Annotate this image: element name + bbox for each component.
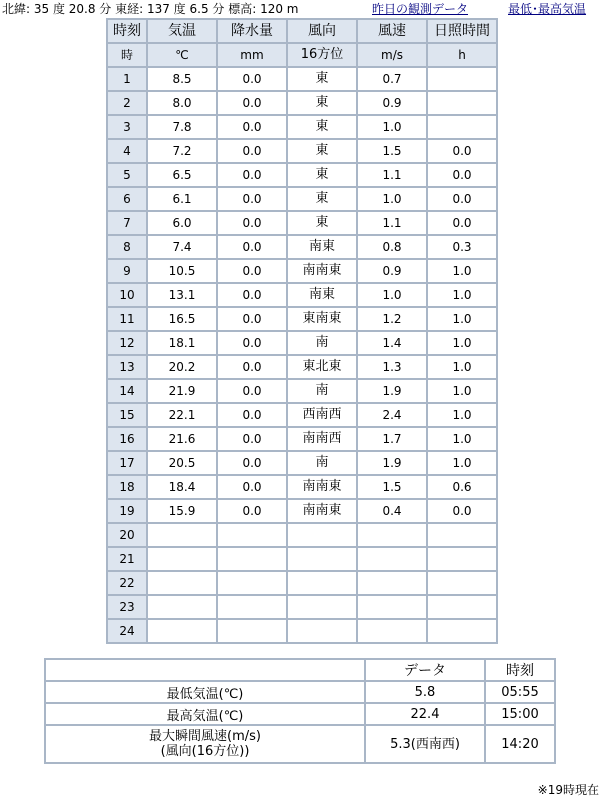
temperature-cell xyxy=(148,548,216,570)
wind-direction-cell: 南東 xyxy=(288,284,356,306)
hour-cell: 8 xyxy=(108,236,146,258)
sunshine-cell xyxy=(428,68,496,90)
wind-speed-cell: 1.5 xyxy=(358,140,426,162)
table-row xyxy=(108,212,496,234)
sunshine-cell: 1.0 xyxy=(428,356,496,378)
wind-speed-cell: 1.3 xyxy=(358,356,426,378)
hour-cell: 16 xyxy=(108,428,146,450)
sunshine-cell: 0.3 xyxy=(428,236,496,258)
wind-speed-cell xyxy=(358,524,426,546)
sunshine-cell: 1.0 xyxy=(428,260,496,282)
table-row xyxy=(108,452,496,474)
wind-speed-cell: 1.1 xyxy=(358,164,426,186)
temperature-cell: 7.4 xyxy=(148,236,216,258)
precipitation-cell: 0.0 xyxy=(218,500,286,522)
min-temp-value: 5.8 xyxy=(366,682,484,702)
sunshine-cell: 1.0 xyxy=(428,332,496,354)
hour-cell: 20 xyxy=(108,524,146,546)
table-units-row xyxy=(108,44,496,66)
summary-row-max-temp xyxy=(46,704,554,724)
sunshine-cell: 1.0 xyxy=(428,428,496,450)
summary-header-time: 時刻 xyxy=(486,660,554,680)
hour-cell: 10 xyxy=(108,284,146,306)
unit-wind-speed: m/s xyxy=(358,44,426,66)
sunshine-cell: 1.0 xyxy=(428,452,496,474)
wind-speed-cell: 0.7 xyxy=(358,68,426,90)
temperature-cell: 18.1 xyxy=(148,332,216,354)
wind-speed-cell: 1.0 xyxy=(358,284,426,306)
hour-cell: 6 xyxy=(108,188,146,210)
yesterday-data-link[interactable]: 昨日の観測データ xyxy=(372,2,469,16)
precipitation-cell: 0.0 xyxy=(218,164,286,186)
table-row xyxy=(108,500,496,522)
precipitation-cell: 0.0 xyxy=(218,356,286,378)
precipitation-cell: 0.0 xyxy=(218,116,286,138)
hour-cell: 13 xyxy=(108,356,146,378)
hour-cell: 24 xyxy=(108,620,146,642)
wind-speed-cell xyxy=(358,548,426,570)
table-row xyxy=(108,596,496,618)
sunshine-cell xyxy=(428,596,496,618)
temperature-cell: 8.5 xyxy=(148,68,216,90)
header-wind-speed: 風速 xyxy=(358,20,426,42)
min-temp-time: 05:55 xyxy=(486,682,554,702)
precipitation-cell: 0.0 xyxy=(218,476,286,498)
temperature-cell: 6.5 xyxy=(148,164,216,186)
sunshine-cell: 1.0 xyxy=(428,380,496,402)
table-row xyxy=(108,236,496,258)
hour-cell: 19 xyxy=(108,500,146,522)
table-row xyxy=(108,404,496,426)
wind-direction-cell: 南 xyxy=(288,380,356,402)
precipitation-cell: 0.0 xyxy=(218,236,286,258)
hour-cell: 22 xyxy=(108,572,146,594)
temperature-cell xyxy=(148,596,216,618)
hour-cell: 4 xyxy=(108,140,146,162)
max-temp-time: 15:00 xyxy=(486,704,554,724)
table-row xyxy=(108,476,496,498)
wind-direction-cell: 南南東 xyxy=(288,476,356,498)
max-gust-label-line2: (風向(16方位)) xyxy=(160,744,250,759)
hour-cell: 3 xyxy=(108,116,146,138)
unit-precipitation: mm xyxy=(218,44,286,66)
max-gust-time: 14:20 xyxy=(486,726,554,762)
sunshine-cell: 0.0 xyxy=(428,500,496,522)
wind-direction-cell: 東 xyxy=(288,164,356,186)
precipitation-cell: 0.0 xyxy=(218,308,286,330)
header-sunshine: 日照時間 xyxy=(428,20,496,42)
wind-direction-cell xyxy=(288,524,356,546)
wind-speed-cell: 1.7 xyxy=(358,428,426,450)
precipitation-cell: 0.0 xyxy=(218,428,286,450)
table-row xyxy=(108,188,496,210)
sunshine-cell: 0.0 xyxy=(428,188,496,210)
table-row xyxy=(108,260,496,282)
wind-direction-cell: 南南東 xyxy=(288,500,356,522)
max-gust-label xyxy=(46,726,364,762)
wind-speed-cell: 0.4 xyxy=(358,500,426,522)
wind-speed-cell: 1.2 xyxy=(358,308,426,330)
precipitation-cell: 0.0 xyxy=(218,284,286,306)
wind-speed-cell xyxy=(358,572,426,594)
summary-header-data: データ xyxy=(366,660,484,680)
sunshine-cell xyxy=(428,116,496,138)
temperature-cell: 7.2 xyxy=(148,140,216,162)
table-row xyxy=(108,572,496,594)
wind-speed-cell: 1.1 xyxy=(358,212,426,234)
header-precipitation: 降水量 xyxy=(218,20,286,42)
table-row xyxy=(108,356,496,378)
wind-direction-cell: 南南西 xyxy=(288,428,356,450)
hour-cell: 15 xyxy=(108,404,146,426)
wind-speed-cell: 1.5 xyxy=(358,476,426,498)
table-row xyxy=(108,620,496,642)
sunshine-cell: 1.0 xyxy=(428,404,496,426)
sunshine-cell xyxy=(428,572,496,594)
summary-header-blank xyxy=(46,660,364,680)
sunshine-cell: 1.0 xyxy=(428,284,496,306)
hour-cell: 2 xyxy=(108,92,146,114)
max-gust-value: 5.3(西南西) xyxy=(366,726,484,762)
hour-cell: 5 xyxy=(108,164,146,186)
sunshine-cell: 0.0 xyxy=(428,212,496,234)
precipitation-cell: 0.0 xyxy=(218,332,286,354)
wind-direction-cell xyxy=(288,548,356,570)
temperature-cell: 7.8 xyxy=(148,116,216,138)
precipitation-cell: 0.0 xyxy=(218,188,286,210)
wind-direction-cell: 東 xyxy=(288,116,356,138)
table-row xyxy=(108,524,496,546)
wind-speed-cell xyxy=(358,596,426,618)
max-temp-value: 22.4 xyxy=(366,704,484,724)
precipitation-cell xyxy=(218,524,286,546)
wind-speed-cell: 0.9 xyxy=(358,260,426,282)
wind-direction-cell: 南 xyxy=(288,332,356,354)
max-temp-label: 最高気温(℃) xyxy=(46,704,364,724)
max-gust-label-line1: 最大瞬間風速(m/s) xyxy=(149,729,261,744)
table-row xyxy=(108,68,496,90)
wind-speed-cell: 2.4 xyxy=(358,404,426,426)
wind-speed-cell xyxy=(358,620,426,642)
temperature-cell: 13.1 xyxy=(148,284,216,306)
wind-direction-cell: 南 xyxy=(288,452,356,474)
wind-direction-cell: 南東 xyxy=(288,236,356,258)
precipitation-cell: 0.0 xyxy=(218,140,286,162)
table-row xyxy=(108,548,496,570)
unit-temperature: ℃ xyxy=(148,44,216,66)
hour-cell: 1 xyxy=(108,68,146,90)
wind-speed-cell: 0.8 xyxy=(358,236,426,258)
wind-direction-cell xyxy=(288,572,356,594)
wind-speed-cell: 1.0 xyxy=(358,116,426,138)
wind-speed-cell: 1.4 xyxy=(358,332,426,354)
temperature-cell: 18.4 xyxy=(148,476,216,498)
table-header-row xyxy=(108,20,496,42)
precipitation-cell xyxy=(218,620,286,642)
summary-row-min-temp xyxy=(46,682,554,702)
wind-direction-cell: 東 xyxy=(288,92,356,114)
precipitation-cell: 0.0 xyxy=(218,404,286,426)
hour-cell: 21 xyxy=(108,548,146,570)
precipitation-cell xyxy=(218,548,286,570)
wind-speed-cell: 1.0 xyxy=(358,188,426,210)
precipitation-cell: 0.0 xyxy=(218,260,286,282)
temperature-cell: 8.0 xyxy=(148,92,216,114)
sunshine-cell: 1.0 xyxy=(428,308,496,330)
wind-direction-cell: 東 xyxy=(288,212,356,234)
temperature-cell: 10.5 xyxy=(148,260,216,282)
temperature-cell: 21.9 xyxy=(148,380,216,402)
temperature-cell: 6.0 xyxy=(148,212,216,234)
table-row xyxy=(108,308,496,330)
hour-cell: 12 xyxy=(108,332,146,354)
unit-hour: 時 xyxy=(108,44,146,66)
sunshine-cell xyxy=(428,92,496,114)
hour-cell: 9 xyxy=(108,260,146,282)
wind-direction-cell: 東 xyxy=(288,188,356,210)
precipitation-cell: 0.0 xyxy=(218,212,286,234)
min-temp-label: 最低気温(℃) xyxy=(46,682,364,702)
temperature-cell xyxy=(148,572,216,594)
sunshine-cell: 0.6 xyxy=(428,476,496,498)
hourly-observation-table xyxy=(106,18,498,644)
summary-row-max-gust xyxy=(46,726,554,762)
header-hour: 時刻 xyxy=(108,20,146,42)
table-row xyxy=(108,284,496,306)
sunshine-cell xyxy=(428,524,496,546)
sunshine-cell: 0.0 xyxy=(428,140,496,162)
wind-speed-cell: 1.9 xyxy=(358,452,426,474)
table-row xyxy=(108,164,496,186)
temperature-cell xyxy=(148,524,216,546)
precipitation-cell: 0.0 xyxy=(218,380,286,402)
table-row xyxy=(108,140,496,162)
wind-speed-cell: 0.9 xyxy=(358,92,426,114)
hour-cell: 17 xyxy=(108,452,146,474)
wind-direction-cell: 西南西 xyxy=(288,404,356,426)
table-row xyxy=(108,116,496,138)
wind-direction-cell: 南南東 xyxy=(288,260,356,282)
temperature-cell: 22.1 xyxy=(148,404,216,426)
temperature-cell: 20.2 xyxy=(148,356,216,378)
precipitation-cell: 0.0 xyxy=(218,92,286,114)
hour-cell: 14 xyxy=(108,380,146,402)
unit-wind-direction: 16方位 xyxy=(288,44,356,66)
current-time-footnote: ※19時現在 xyxy=(537,783,599,797)
temperature-cell: 6.1 xyxy=(148,188,216,210)
table-row xyxy=(108,92,496,114)
header-temperature: 気温 xyxy=(148,20,216,42)
sunshine-cell xyxy=(428,620,496,642)
wind-speed-cell: 1.9 xyxy=(358,380,426,402)
station-coordinates: 北緯: 35 度 20.8 分 東経: 137 度 6.5 分 標高: 120 m xyxy=(2,2,299,16)
temperature-cell xyxy=(148,620,216,642)
wind-direction-cell xyxy=(288,620,356,642)
precipitation-cell: 0.0 xyxy=(218,452,286,474)
hour-cell: 18 xyxy=(108,476,146,498)
summary-header-row xyxy=(46,660,554,680)
hour-cell: 7 xyxy=(108,212,146,234)
min-max-temp-link[interactable]: 最低･最高気温 xyxy=(508,2,587,16)
header-wind-direction: 風向 xyxy=(288,20,356,42)
precipitation-cell xyxy=(218,596,286,618)
unit-sunshine: h xyxy=(428,44,496,66)
temperature-cell: 15.9 xyxy=(148,500,216,522)
temperature-cell: 20.5 xyxy=(148,452,216,474)
sunshine-cell xyxy=(428,548,496,570)
wind-direction-cell: 東南東 xyxy=(288,308,356,330)
sunshine-cell: 0.0 xyxy=(428,164,496,186)
daily-summary-table xyxy=(44,658,556,764)
hour-cell: 11 xyxy=(108,308,146,330)
wind-direction-cell: 東北東 xyxy=(288,356,356,378)
temperature-cell: 16.5 xyxy=(148,308,216,330)
precipitation-cell xyxy=(218,572,286,594)
wind-direction-cell: 東 xyxy=(288,68,356,90)
wind-direction-cell: 東 xyxy=(288,140,356,162)
temperature-cell: 21.6 xyxy=(148,428,216,450)
wind-direction-cell xyxy=(288,596,356,618)
table-row xyxy=(108,380,496,402)
table-row xyxy=(108,332,496,354)
station-info-bar xyxy=(2,1,602,17)
precipitation-cell: 0.0 xyxy=(218,68,286,90)
hour-cell: 23 xyxy=(108,596,146,618)
table-row xyxy=(108,428,496,450)
